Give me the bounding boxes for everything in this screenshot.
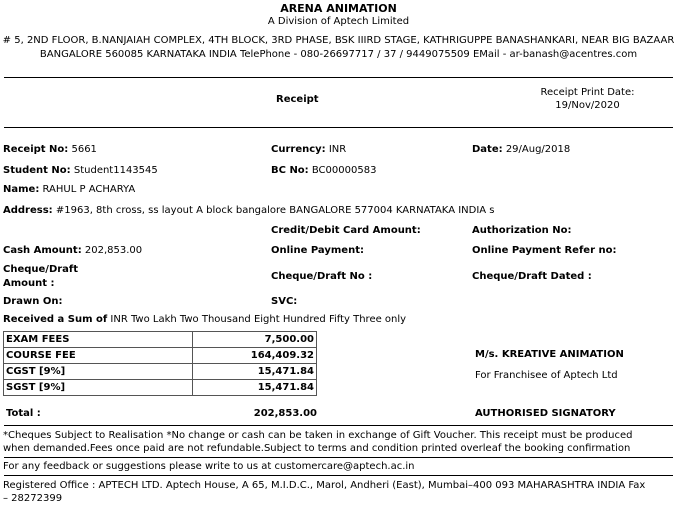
fee-name: COURSE FEE: [4, 348, 193, 364]
table-row: [4, 380, 317, 396]
feedback-text: For any feedback or suggestions please write to us at customercare@aptech.ac.in: [3, 461, 415, 472]
fee-amount: 15,471.84: [193, 380, 317, 396]
svc-label: SVC:: [271, 296, 298, 307]
sum-label: Received a Sum of: [3, 314, 108, 325]
receipt-no-value: 5661: [71, 144, 97, 155]
company-address-line2: BANGALORE 560085 KARNATAKA INDIA TelePhone - 080-26697717 / 37 / 9449075509 EMail - ar-banash@acentres.com: [39, 49, 638, 60]
currency-label: Currency:: [271, 144, 326, 155]
registered-office-text: Registered Office : APTECH LTD. Aptech House, A 65, M.I.D.C., Marol, Andheri (East), Mumbai–400 093 MAHARASHTRA INDIA Fax – 28272399: [3, 480, 646, 504]
address-value: #1963, 8th cross, ss layout A block bangalore BANGALORE 577004 KARNATAKA INDIA s: [55, 205, 495, 216]
print-date-value: 19/Nov/2020: [555, 100, 620, 111]
cash-amount: [3, 245, 142, 256]
total-divider: [4, 425, 673, 426]
date-value: 29/Aug/2018: [505, 144, 571, 155]
cheque-amount-label-line1: Cheque/Draft: [3, 264, 79, 275]
online-payment-label: Online Payment:: [271, 245, 364, 256]
student-name: [3, 184, 135, 195]
disclaimer-text: *Cheques Subject to Realisation *No change or cash can be taken in exchange of Gift Voucher. This receipt must be produced when demanded.Fees once paid are not refundable.Subject to terms and condition printed overleaf the booking confirmation: [3, 430, 633, 454]
fee-amount: 164,409.32: [193, 348, 317, 364]
cheque-dated-label: Cheque/Draft Dated :: [472, 271, 592, 282]
bc-no-label: BC No:: [271, 165, 309, 176]
online-ref-label: Online Payment Refer no:: [472, 245, 617, 256]
student-no: [3, 165, 158, 176]
name-value: RAHUL P ACHARYA: [42, 184, 136, 195]
cash-amount-value: 202,853.00: [84, 245, 143, 256]
receipt-title: Receipt: [276, 94, 319, 105]
address-label: Address:: [3, 205, 53, 216]
table-row: [4, 332, 317, 348]
student-no-value: Student1143545: [73, 165, 158, 176]
print-date-label: Receipt Print Date:: [540, 87, 635, 98]
drawn-on-label: Drawn On:: [3, 296, 63, 307]
fee-name: CGST [9%]: [4, 364, 193, 380]
total-value: 202,853.00: [253, 408, 317, 419]
fee-amount: 15,471.84: [193, 364, 317, 380]
currency: [271, 144, 346, 155]
bc-no: [271, 165, 376, 176]
receipt-no-label: Receipt No:: [3, 144, 69, 155]
sum-in-words: [3, 314, 406, 325]
student-address: [3, 205, 495, 216]
card-amount-label: Credit/Debit Card Amount:: [271, 225, 421, 236]
student-no-label: Student No:: [3, 165, 71, 176]
table-row: [4, 348, 317, 364]
authorised-signatory: AUTHORISED SIGNATORY: [475, 408, 616, 419]
cash-amount-label: Cash Amount:: [3, 245, 82, 256]
receipt-no: [3, 144, 97, 155]
receipt-date: [472, 144, 570, 155]
fees-table: [3, 331, 317, 396]
table-row: [4, 364, 317, 380]
franchise-note: For Franchisee of Aptech Ltd: [475, 370, 618, 381]
cheque-no-label: Cheque/Draft No :: [271, 271, 373, 282]
company-name: ARENA ANIMATION: [280, 2, 397, 15]
fee-name: SGST [9%]: [4, 380, 193, 396]
company-division: A Division of Aptech Limited: [267, 16, 410, 27]
fee-name: EXAM FEES: [4, 332, 193, 348]
sum-words-value: INR Two Lakh Two Thousand Eight Hundred Fifty Three only: [110, 314, 407, 325]
header-divider: [4, 77, 673, 78]
title-divider: [4, 127, 673, 128]
bc-no-value: BC00000583: [311, 165, 377, 176]
disclaimer-divider: [4, 457, 673, 458]
name-label: Name:: [3, 184, 40, 195]
cheque-amount-label-line2: Amount :: [3, 278, 55, 289]
company-address-line1: # 5, 2ND FLOOR, B.NANJAIAH COMPLEX, 4TH BLOCK, 3RD PHASE, BSK IIIRD STAGE, KATHRIGUPPE BANASHANKARI, NEAR BIG BAZAAR: [2, 35, 675, 46]
authorization-label: Authorization No:: [472, 225, 572, 236]
currency-value: INR: [328, 144, 347, 155]
feedback-divider: [4, 475, 673, 476]
date-label: Date:: [472, 144, 503, 155]
total-label: Total :: [6, 408, 41, 419]
fee-amount: 7,500.00: [193, 332, 317, 348]
franchise-name: M/s. KREATIVE ANIMATION: [475, 349, 624, 360]
